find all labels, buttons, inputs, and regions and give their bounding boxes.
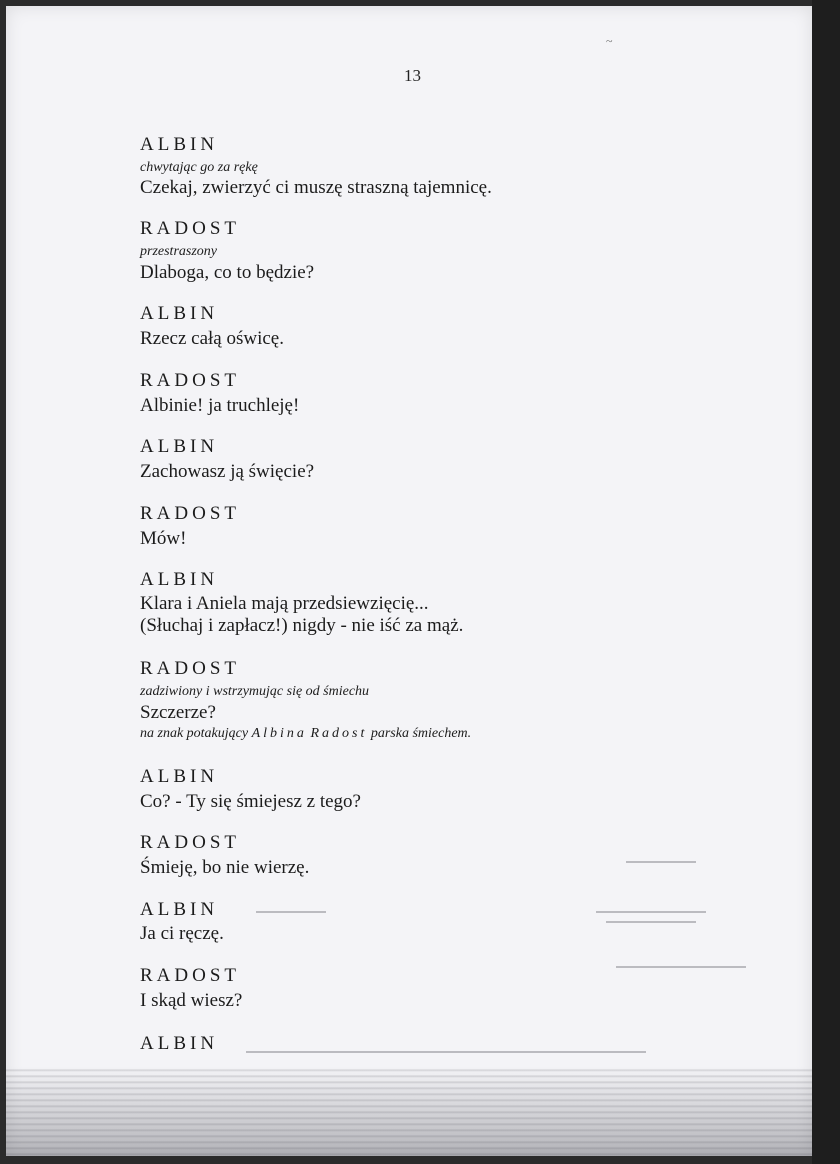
character-name: Albina <box>251 726 307 741</box>
speaker-name: ALBIN <box>140 569 219 590</box>
stage-direction: chwytając go za rękę <box>140 160 258 175</box>
speaker-name: ALBIN <box>140 303 219 324</box>
scan-artifact: ~ <box>606 34 613 48</box>
scan-noise <box>596 911 706 913</box>
speaker-name: ALBIN <box>140 1033 219 1054</box>
dialogue-line: Ja ci ręczę. <box>140 923 224 944</box>
dialogue-line: Co? - Ty się śmiejesz z tego? <box>140 791 361 812</box>
dialogue-line: (Słuchaj i zapłacz!) nigdy - nie iść za mąż. <box>140 615 464 636</box>
speaker-name: ALBIN <box>140 436 219 457</box>
speaker-name: ALBIN <box>140 899 219 920</box>
scan-noise <box>256 911 326 913</box>
dialogue-line: Śmieję, bo nie wierzę. <box>140 857 310 878</box>
dialogue-line: Mów! <box>140 528 187 549</box>
scan-noise <box>616 966 746 968</box>
dialogue-line: Czekaj, zwierzyć ci muszę straszną tajemnicę. <box>140 177 492 198</box>
stage-direction: przestraszony <box>140 244 218 259</box>
scan-edge <box>812 0 840 1164</box>
dialogue-line: Zachowasz ją święcie? <box>140 461 315 482</box>
dialogue-line: I skąd wiesz? <box>140 990 243 1011</box>
scan-noise <box>626 861 696 863</box>
page-number: 13 <box>404 66 421 85</box>
dialogue-line: Klara i Aniela mają przedsiewzięcię... <box>140 593 429 614</box>
stage-text: na znak potakujący <box>140 726 252 741</box>
dialogue-line: Szczerze? <box>140 702 216 723</box>
speaker-name: RADOST <box>140 218 241 239</box>
speaker-name: ALBIN <box>140 134 219 155</box>
scan-noise <box>246 1051 646 1053</box>
speaker-name: RADOST <box>140 658 241 679</box>
stage-text: parska śmiechem. <box>367 726 472 741</box>
speaker-name: RADOST <box>140 965 241 986</box>
document-page <box>6 6 812 1156</box>
stage-direction: zadziwiony i wstrzymując się od śmiechu <box>140 684 370 699</box>
dialogue-line: Albinie! ja truchleję! <box>140 395 300 416</box>
speaker-name: RADOST <box>140 832 241 853</box>
dialogue-line: Dlaboga, co to będzie? <box>140 262 315 283</box>
scan-noise-band <box>6 1066 812 1156</box>
character-name: Radost <box>310 726 368 741</box>
stage-direction <box>140 726 471 742</box>
speaker-name: RADOST <box>140 370 241 391</box>
speaker-name: ALBIN <box>140 766 219 787</box>
dialogue-line: Rzecz całą oświcę. <box>140 328 284 349</box>
speaker-name: RADOST <box>140 503 241 524</box>
scan-noise <box>606 921 696 923</box>
